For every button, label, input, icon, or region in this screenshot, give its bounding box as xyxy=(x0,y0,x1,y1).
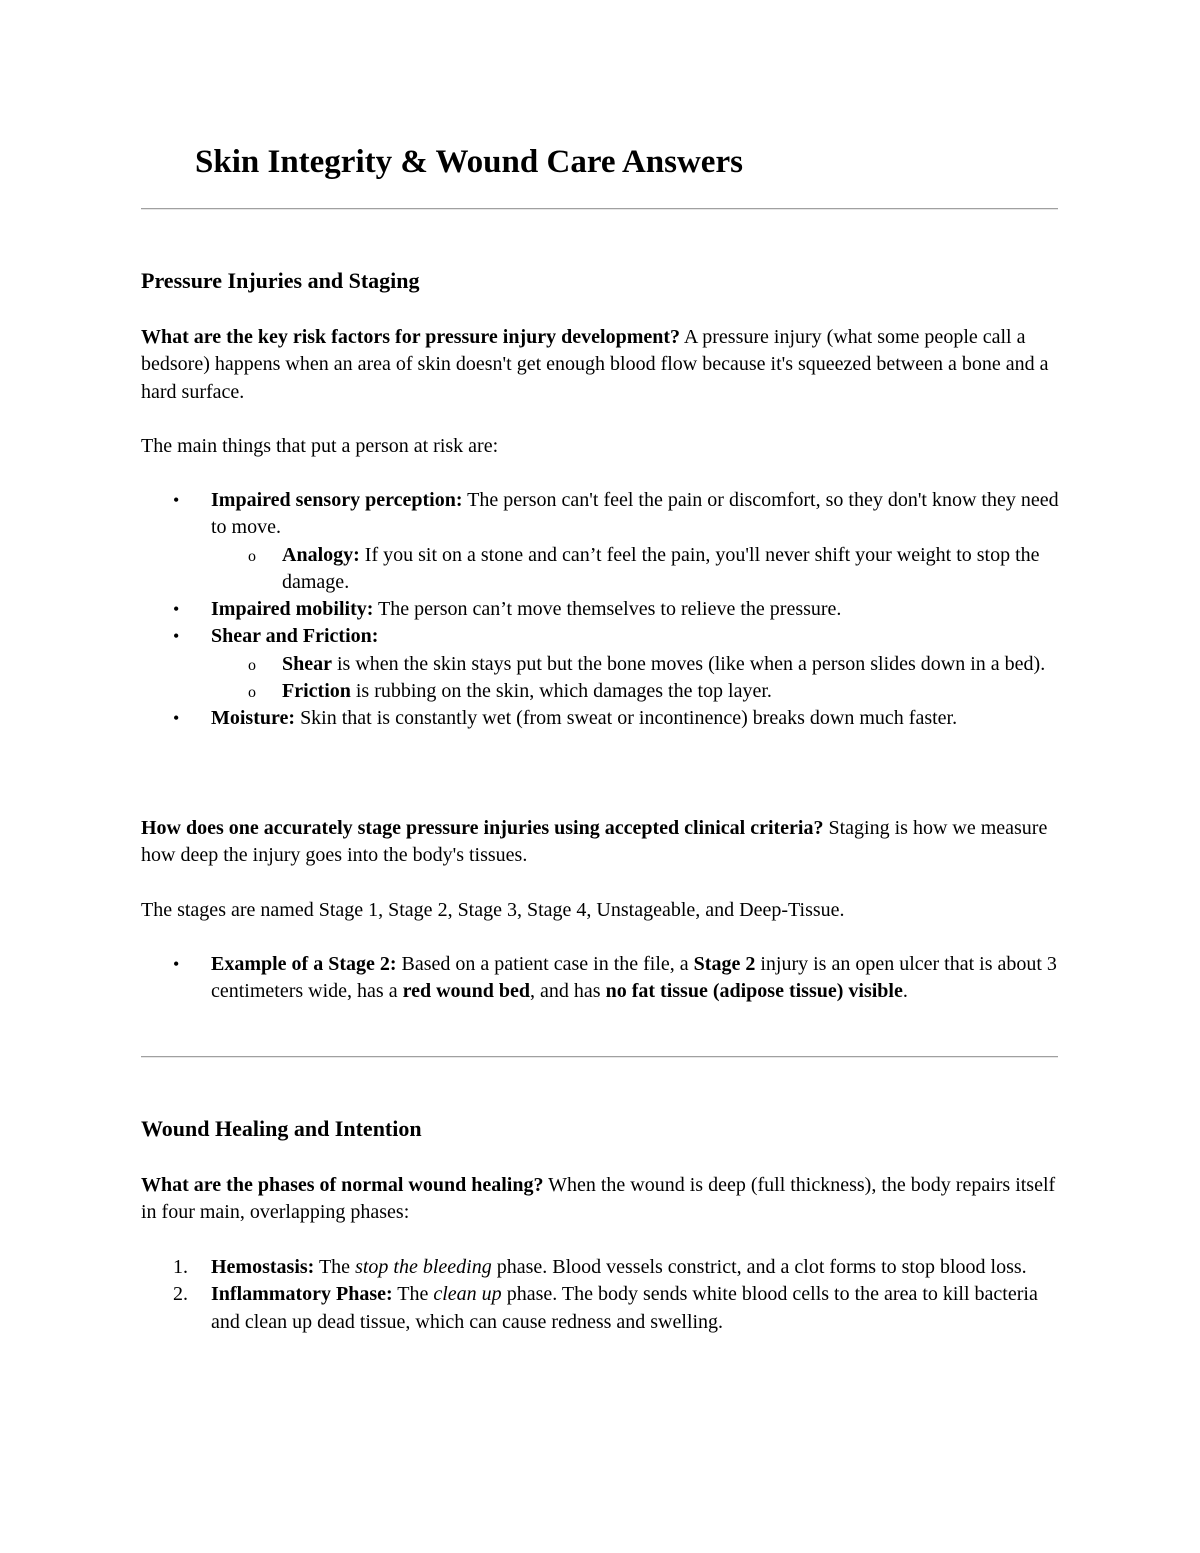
staging-question-paragraph xyxy=(141,815,1061,870)
example-wound-bed: red wound bed xyxy=(402,980,531,1003)
bullet-marker: • xyxy=(173,708,180,729)
sub-list-item xyxy=(248,678,1061,705)
sub-list-item xyxy=(248,542,1061,597)
shear-label: Shear xyxy=(282,652,332,675)
sub-list xyxy=(211,651,1061,706)
list-number: 1. xyxy=(173,1256,188,1278)
section-heading-wound-healing: Wound Healing and Intention xyxy=(141,1116,422,1141)
list-item xyxy=(173,951,1061,1006)
bullet-marker: • xyxy=(173,490,180,510)
risk-label-moisture: Moisture: xyxy=(211,707,296,730)
risk-text-mobility: The person can’t move themselves to relieve the pressure. xyxy=(373,598,842,621)
phase-text: phase. Blood vessels constrict, and a clot forms to stop blood loss. xyxy=(491,1256,1027,1278)
example-text: , and has xyxy=(530,980,606,1003)
horizontal-divider xyxy=(141,1056,1058,1058)
staging-question: How does one accurately stage pressure injuries using accepted clinical criteria? xyxy=(141,817,824,839)
list-item xyxy=(173,623,1061,705)
friction-text: is rubbing on the skin, which damages the top layer. xyxy=(350,680,772,703)
healing-phases-list xyxy=(173,1254,1061,1336)
stage-example-list xyxy=(173,951,1061,1006)
sub-list-item xyxy=(248,651,1061,678)
bullet-marker: • xyxy=(173,626,180,647)
sub-bullet-marker: o xyxy=(248,656,256,674)
healing-question-paragraph xyxy=(141,1172,1061,1227)
phase-emphasis: clean up xyxy=(433,1283,502,1306)
example-stage: Stage 2 xyxy=(693,953,756,975)
phase-text: phase. The body sends white blood cells to the area to kill bacteria and clean up dead tissue, which can cause redness and swelling. xyxy=(211,1283,1038,1333)
risk-factors-answer: A pressure injury (what some people call a bedsore) happens when an area of skin doesn't get enough blood flow because it's squeezed between a bone and a hard surface. xyxy=(141,326,1049,403)
list-number: 2. xyxy=(173,1283,188,1306)
healing-answer: When the wound is deep (full thickness), the body repairs itself in four main, overlapping phases: xyxy=(141,1174,1056,1224)
shear-text: is when the skin stays put but the bone moves (like when a person slides down in a bed). xyxy=(332,652,1046,675)
analogy-text: If you sit on a stone and can’t feel the pain, you'll never shift your weight to stop the damage. xyxy=(282,543,1040,593)
friction-label: Friction xyxy=(282,680,351,703)
healing-question: What are the phases of normal wound healing? xyxy=(141,1174,544,1196)
section-heading-pressure-injuries: Pressure Injuries and Staging xyxy=(141,268,420,293)
phase-label: Hemostasis: xyxy=(211,1256,315,1278)
risk-intro-paragraph: The main things that put a person at risk are: xyxy=(141,435,499,457)
stages-paragraph: The stages are named Stage 1, Stage 2, Stage 3, Stage 4, Unstageable, and Deep-Tissue. xyxy=(141,899,845,921)
risk-label-mobility: Impaired mobility: xyxy=(211,598,374,621)
list-item xyxy=(173,487,1061,596)
risk-label-shear-friction: Shear and Friction: xyxy=(211,625,379,648)
phase-emphasis: stop the bleeding xyxy=(355,1256,492,1278)
list-item xyxy=(173,596,1061,623)
staging-answer: Staging is how we measure how deep the injury goes into the body's tissues. xyxy=(141,817,1048,867)
risk-label-sensory: Impaired sensory perception: xyxy=(211,489,463,511)
phase-label: Inflammatory Phase: xyxy=(211,1283,393,1306)
list-item xyxy=(173,705,1061,732)
risk-factors-question: What are the key risk factors for pressure injury development? xyxy=(141,326,681,348)
bullet-marker: • xyxy=(173,954,180,974)
example-text: injury is an open ulcer that is about 3 centimeters wide, has a xyxy=(211,953,1057,1003)
risk-factors-question-paragraph xyxy=(141,324,1061,406)
list-item xyxy=(173,1281,1061,1336)
sub-bullet-marker: o xyxy=(248,684,256,702)
example-text: . xyxy=(902,980,908,1003)
example-label: Example of a Stage 2: xyxy=(211,953,397,975)
risk-text-moisture: Skin that is constantly wet (from sweat or incontinence) breaks down much faster. xyxy=(295,707,958,730)
phase-text: The xyxy=(392,1283,434,1306)
analogy-label: Analogy: xyxy=(282,543,360,566)
document-title: Skin Integrity & Wound Care Answers xyxy=(195,144,743,180)
risk-text-sensory: The person can't feel the pain or discomfort, so they don't know they need to move. xyxy=(211,489,1059,539)
sub-bullet-marker: o xyxy=(248,547,256,565)
phase-text: The xyxy=(314,1256,356,1278)
list-item xyxy=(173,1254,1061,1281)
sub-list xyxy=(211,542,1061,597)
example-no-fat: no fat tissue (adipose tissue) visible xyxy=(605,980,903,1003)
horizontal-divider xyxy=(141,208,1058,210)
example-text: Based on a patient case in the file, a xyxy=(396,953,694,975)
bullet-marker: • xyxy=(173,599,180,620)
risk-factors-list xyxy=(173,487,1061,733)
